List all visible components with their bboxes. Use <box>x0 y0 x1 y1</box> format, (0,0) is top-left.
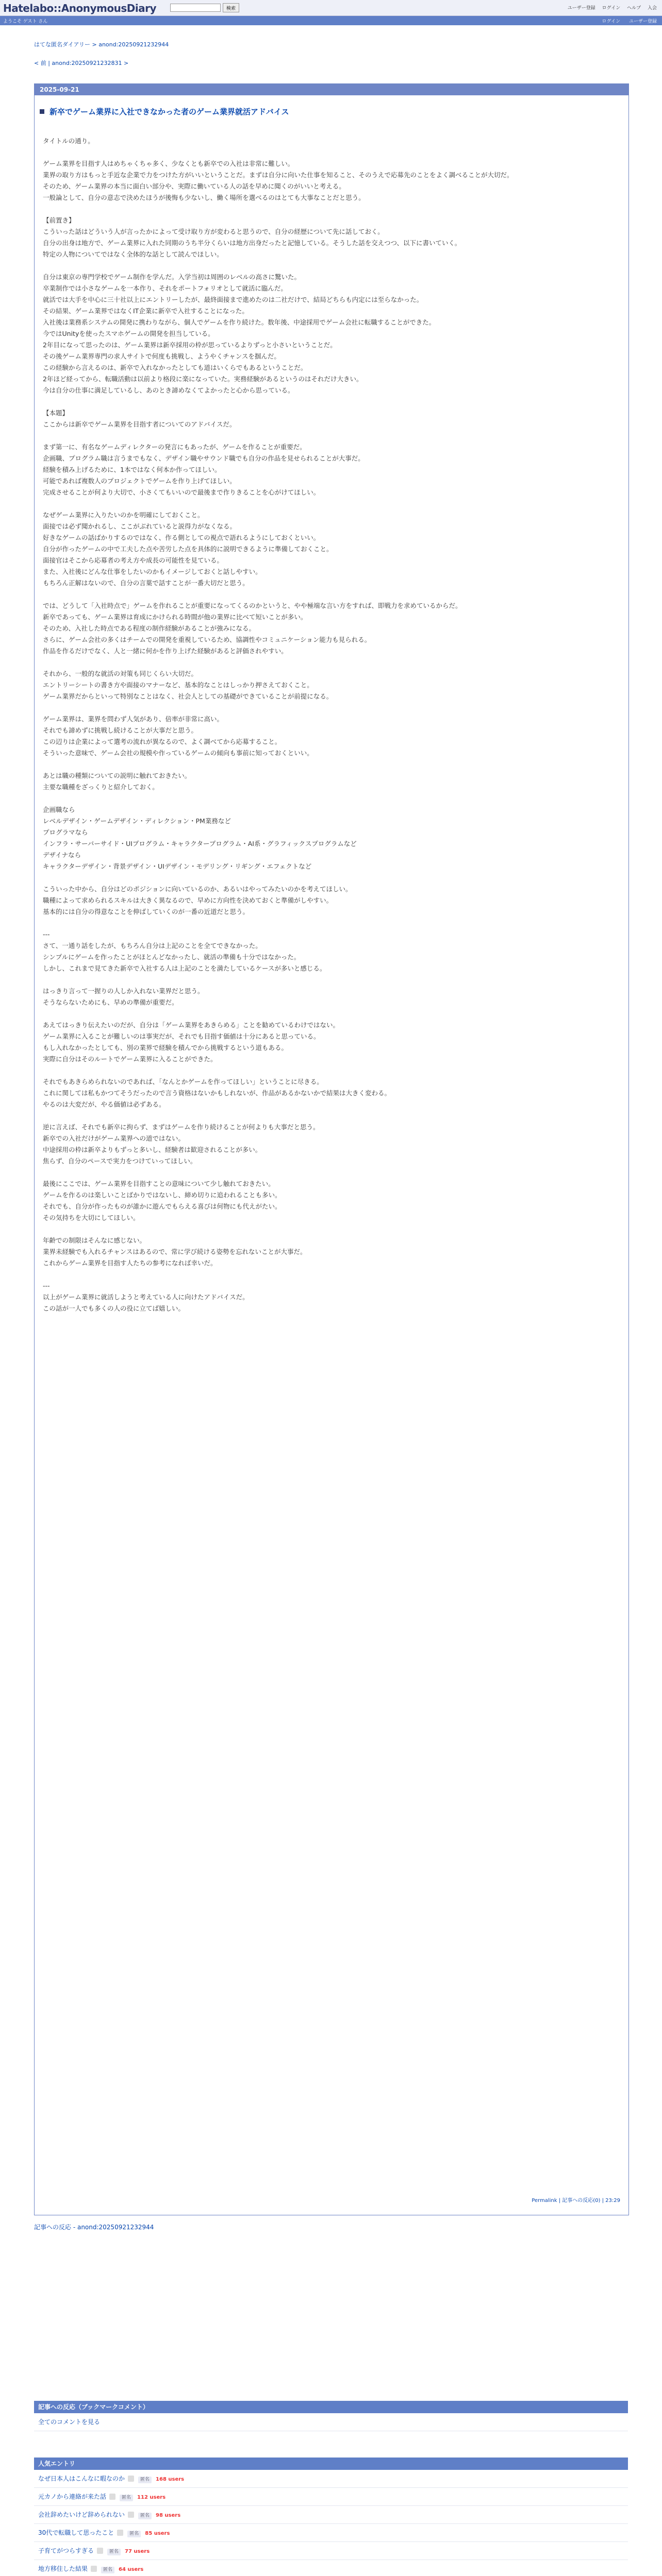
bookmark-users-count[interactable]: 85 users <box>145 2531 170 2536</box>
entry-body <box>43 135 620 1326</box>
entry-paragraph: まず第一に、有名なゲームディレクターの発言にもあったが、ゲームを作ることが重要だ。 企画職、プログラム職は言うまでもなく、デザイン職やサウンド職でも自分の作品を見せられることが大事だ。 経験を積み上げるために、1本ではなく何本か作ってほしい。 可能であれば複数人のプロジェクトでゲームを作り上げてほしい。 完成させることが何より大切で、小さくてもいいので最後まで作りきることを心がけてほしい。 <box>43 443 365 496</box>
list-item <box>34 2560 628 2576</box>
bookmark-users-count[interactable]: 168 users <box>156 2477 185 2482</box>
back-link <box>34 2223 154 2231</box>
category-badge: 匿名 <box>127 2531 141 2537</box>
entry-paragraph: なぜゲーム業界に入りたいのかを明確にしておくこと。 面接では必ず聞かれるし、ここがぶれていると説得力がなくなる。 好きなゲームの話ばかりするのではなく、作る側としての視点で語れるようにしておくといい。 自分が作ったゲームの中で工夫した点や苦労した点を具体的に説明できるように準備しておくこと。 面接官はそこから応募者の考え方や成長の可能性を見ている。 また、入社後にどんな仕事をしたいのかもイメージしておくと話しやすい。 もちろん正解はないので、自分の言葉で話すことが一番大切だと思う。 <box>43 511 333 587</box>
list-item-link[interactable]: 地方移住した結果 <box>38 2565 88 2572</box>
top-link-join[interactable]: 入会 <box>647 6 657 11</box>
entry-title-link[interactable]: 新卒でゲーム業界に入社できなかった者のゲーム業界就活アドバイス <box>49 107 289 116</box>
breadcrumb <box>34 40 169 48</box>
entry-paragraph: --- さて、一通り話をしたが、もちろん自分は上記のことを全てできなかった。 シンプルにゲームを作ったことがほとんどなかったし、就活の準備も十分ではなかった。 しかし、これまで見てきた新卒で入社する人は上記のことを満たしているケースが多いと感じる。 <box>43 930 326 972</box>
list-item-link[interactable]: 30代で転職して思ったこと <box>38 2529 114 2536</box>
category-badge: 匿名 <box>107 2549 121 2555</box>
entry-paragraph: 【前置き】 こういった話はどういう人が言ったかによって受け取り方が変わると思うので、自分の経歴について先に話しておく。 自分の出身は地方で、ゲーム業界に入れた同期のうち半分くらいは地方出身だったと記憶している。そうした話を交えつつ、以下に書いていく。 特定の人物についてではなく全体的な話として読んでほしい。 <box>43 216 461 258</box>
favicon-icon <box>128 2512 134 2518</box>
list-item-link[interactable]: 子育てがつらすぎる <box>38 2547 94 2554</box>
entry-paragraph: あえてはっきり伝えたいのだが、自分は「ゲーム業界をあきらめる」ことを勧めているわけではない。 ゲーム業界に入ることが難しいのは事実だが、それでも目指す価値は十分にあると思っている。 もし入れなかったとしても、別の業界で経験を積んでから挑戦するという道もある。 実際に自分はそのルートでゲーム業界に入ることができた。 <box>43 1021 340 1063</box>
section-1 <box>34 2458 628 2576</box>
entry-paragraph: 逆に言えば、それでも新卒に拘らず、まずはゲームを作り続けることが何よりも大事だと思う。 新卒での入社だけがゲーム業界への道ではない。 中途採用の枠は新卒よりもずっと多いし、経験者は歓迎されることが多い。 焦らず、自分のペースで実力をつけていってほしい。 <box>43 1123 320 1165</box>
entry-paragraph: ゲーム業界は、業界を問わず人気があり、倍率が非常に高い。 それでも諦めずに挑戦し続けることが大事だと思う。 この辺りは企業によって選考の流れが異なるので、よく調べてから応募すること。 そういった意味で、ゲーム会社の規模や作っているゲームの傾向も事前に知っておくといい。 <box>43 715 313 757</box>
favicon-icon <box>97 2548 103 2554</box>
bookmark-users-count[interactable]: 98 users <box>156 2513 181 2518</box>
entry-paragraph: では、どうして「入社時点で」ゲームを作れることが重要になってくるのかというと、やや極端な言い方をすれば、即戦力を求めているからだ。 新卒であっても、ゲーム業界は育成にかけられる時間が他の業界に比べて短いことが多い。 そのため、入社した時点である程度の制作経験があることが強みになる。 さらに、ゲーム会社の多くはチームでの開発を重視しているため、協調性やコミュニケーション能力も見られる。 作品を作るだけでなく、人と一緒に何かを作り上げた経験があると評価されやすい。 <box>43 602 462 655</box>
bookmark-users-count[interactable]: 77 users <box>125 2549 150 2554</box>
list-item <box>34 2488 628 2506</box>
breadcrumb-link[interactable]: はてな匿名ダイアリー > anond:20250921232944 <box>34 41 169 48</box>
site-logo[interactable]: Hatelabo::AnonymousDiary <box>3 2 157 14</box>
entry-paragraph: 自分は東京の専門学校でゲーム制作を学んだ。入学当初は周囲のレベルの高さに驚いた。 卒業制作では小さなゲームを一本作り、それをポートフォリオとして就活に臨んだ。 就活では大手を中心に三十社以上にエントリーしたが、最終面接まで進めたのは二社だけで、結局どちらも内定には至らなかった。 その結果、ゲーム業界ではなくIT企業に新卒で入社することになった。 入社後は業務系システムの開発に携わりながら、個人でゲームを作り続けた。数年後、中途採用でゲーム会社に転職することができた。 今ではUnityを使ったスマホゲームの開発を担当している。 2年目になって思ったのは、ゲーム業界は新卒採用の枠が思っているよりずっと小さいということだ。 その後ゲーム業界専門の求人サイトで何度も挑戦し、ようやくチャンスを掴んだ。 この経験から言えるのは、新卒で入れなかったとしても道はいくらでもあるということだ。 2年ほど経ってから、転職活動は以前より格段に楽になっていた。実務経験があるというのはそれだけ大きい。 今は自分の仕事に満足しているし、あのとき諦めなくてよかったと心から思っている。 <box>43 273 436 394</box>
user-link-login[interactable]: ログイン <box>602 19 621 24</box>
section-heading: 人気エントリ <box>34 2458 628 2470</box>
search-input[interactable] <box>170 4 221 12</box>
list-item-link[interactable]: 会社辞めたいけど辞められない <box>38 2511 125 2518</box>
list-item <box>34 2413 628 2431</box>
user-link-register[interactable]: ユーザー登録 <box>628 19 657 24</box>
entry-date: 2025-09-21 <box>35 84 628 95</box>
list-item-link[interactable]: なぜ日本人はこんなに暇なのか <box>38 2475 125 2482</box>
section-heading: 記事への反応（ブックマークコメント） <box>34 2401 628 2413</box>
top-link-register[interactable]: ユーザー登録 <box>567 6 595 11</box>
entry-paragraph: それから、一般的な就活の対策も同じくらい大切だ。 エントリーシートの書き方や面接のマナーなど、基本的なことはしっかり押さえておくこと。 ゲーム業界だからといって特別なことはなく、社会人としての基礎ができていることが前提になる。 <box>43 670 333 700</box>
bookmark-users-count[interactable]: 112 users <box>137 2495 166 2500</box>
entry-title <box>40 106 289 117</box>
entry-paragraph: それでもあきらめられないのであれば、「なんとかゲームを作ってほしい」ということに尽きる。 これに関しては私もかつてそうだったので言う資格はないかもしれないが、作品があるかないかで結果は大きく変わる。 やるのは大変だが、やる価値は必ずある。 <box>43 1078 391 1108</box>
entry-paragraph: 【本題】 ここからは新卒でゲーム業界を目指す者についてのアドバイスだ。 <box>43 409 236 428</box>
pager-links[interactable]: < 前 | anond:20250921232831 > <box>34 60 129 66</box>
entry-permalink[interactable]: Permalink | 記事への反応(0) | 23:29 <box>532 2198 620 2204</box>
entry-paragraph: あとは職の種類についての説明に触れておきたい。 主要な職種をざっくりと紹介しておく。 <box>43 772 191 791</box>
favicon-icon <box>117 2530 123 2536</box>
list-item-link[interactable]: 元カノから連絡が来た話 <box>38 2493 107 2500</box>
entry-box <box>34 83 629 2215</box>
title-square-icon <box>40 109 44 114</box>
top-links <box>562 4 657 11</box>
entry-pager <box>34 59 128 67</box>
category-badge: 匿名 <box>101 2567 114 2573</box>
entry-paragraph: ゲーム業界を目指す人はめちゃくちゃ多く、少なくとも新卒での入社は非常に難しい。 業界の取り方はもっと手近な企業で力をつけた方がいいということだ。まずは自分に向いた仕事を知ること、そのうえで応募先のことをよく調べることが大切だ。 そのため、ゲーム業界の本当に面白い部分や、実際に働いている人の話を早めに聞くのがいいと考える。 一般論として、自分の意志で決めたほうが後悔も少ないし、働く場所を選べるのはとても大事なことだと思う。 <box>43 160 514 201</box>
back-link-anchor[interactable]: 記事への反応 - anond:20250921232944 <box>34 2224 154 2231</box>
welcome-text: ようこそ ゲスト さん <box>3 19 48 24</box>
list-item <box>34 2542 628 2560</box>
favicon-icon <box>109 2494 115 2500</box>
top-link-login[interactable]: ログイン <box>602 6 621 11</box>
category-badge: 匿名 <box>138 2513 152 2519</box>
entry-paragraph: こういった中から、自分はどのポジションに向いているのか、あるいはやってみたいのかを考えてほしい。 職種によって求められるスキルは大きく異なるので、早めに方向性を決めておくと準備がしやすい。 基本的には自分の得意なことを伸ばしていくのが一番の近道だと思う。 <box>43 885 352 916</box>
entry-paragraph: 企画職なら レベルデザイン・ゲームデザイン・ディレクション・PM業務など プログラマなら インフラ・サーバーサイド・UIプログラム・キャラクタープログラム・AI系・グラフィックスプログラムなど デザイナなら キャラクターデザイン・背景デザイン・UIデザイン・モデリング・リギング・エフェクトなど <box>43 806 357 870</box>
bookmark-users-count[interactable]: 64 users <box>119 2567 144 2572</box>
list-item <box>34 2506 628 2524</box>
top-bar <box>0 0 662 16</box>
entry-paragraph: タイトルの通り。 <box>43 137 94 145</box>
top-link-help[interactable]: ヘルプ <box>627 6 641 11</box>
section-0 <box>34 2401 628 2431</box>
entry-paragraph: 最後にここでは、ゲーム業界を目指すことの意味について少し触れておきたい。 ゲームを作るのは楽しいことばかりではないし、締め切りに追われることも多い。 それでも、自分が作ったものが誰かに遊んでもらえる喜びは何物にも代えがたい。 その気持ちを大切にしてほしい。 <box>43 1180 282 1222</box>
search-button[interactable]: 検索 <box>223 3 239 12</box>
entry-paragraph: --- 以上がゲーム業界に就活しようと考えている人に向けたアドバイスだ。 この話が一人でも多くの人の役に立てば嬉しい。 <box>43 1282 249 1312</box>
user-bar <box>0 16 662 25</box>
list-item <box>34 2524 628 2542</box>
list-item <box>34 2470 628 2488</box>
entry-footer <box>532 2196 620 2204</box>
favicon-icon <box>91 2566 97 2572</box>
entry-paragraph: はっきり言って一握りの人しか入れない業界だと思う。 そうならないためにも、早めの準備が重要だ。 <box>43 987 204 1006</box>
favicon-icon <box>128 2476 134 2482</box>
user-links <box>595 18 657 24</box>
category-badge: 匿名 <box>138 2477 152 2483</box>
list-item-link[interactable]: 全てのコメントを見る <box>38 2418 101 2426</box>
category-badge: 匿名 <box>120 2495 133 2501</box>
entry-paragraph: 年齢での制限はそんなに感じない。 業界未経験でも入れるチャンスはあるので、常に学び続ける姿勢を忘れないことが大事だ。 これからゲーム業界を目指す人たちの参考になれば幸いだ。 <box>43 1236 307 1267</box>
